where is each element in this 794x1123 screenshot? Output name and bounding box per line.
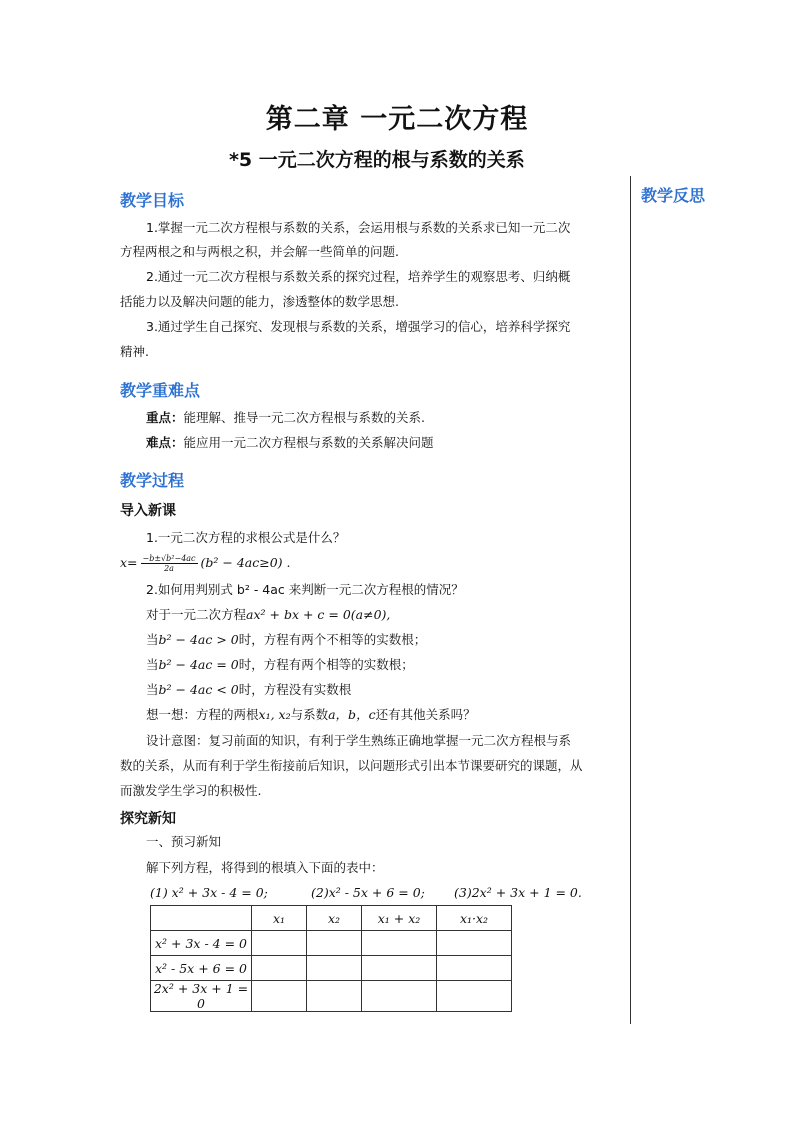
table-cell: [362, 981, 437, 1012]
table-cell: [252, 956, 307, 981]
table-cell: [362, 931, 437, 956]
general-equation: ax² + bx + c = 0(a≠0),: [246, 607, 391, 622]
goals-line-5: 3.通过学生自己探究、发现根与系数的关系，增强学习的信心，培养科学探究: [146, 319, 571, 334]
equation-intro: [146, 607, 390, 623]
root-formula: [120, 554, 291, 573]
goals-line-1: 1.掌握一元二次方程根与系数的关系，会运用根与系数的关系求已知一元二次: [146, 220, 571, 235]
think-prefix: 想一想：方程的两根: [146, 707, 259, 722]
table-cell: [252, 981, 307, 1012]
formula-denominator: 2a: [164, 564, 174, 573]
equation-1: (1) x² + 3x - 4 = 0;: [150, 885, 268, 900]
think-roots: x₁, x₂: [258, 707, 291, 722]
table-cell: [307, 956, 362, 981]
think-middle: 与系数: [290, 707, 329, 722]
goals-line-2: 方程两根之和与两根之积，并会解一些简单的问题.: [120, 244, 399, 259]
design-line-2: 数的关系，从而有利于学生衔接前后知识，以问题形式引出本节课要研究的课题，从: [120, 758, 583, 773]
question-2: 2.如何用判别式 b² - 4ac 来判断一元二次方程根的情况？: [146, 582, 464, 597]
table-cell-equation: x² + 3x - 4 = 0: [151, 931, 252, 956]
key-point-text: 能理解、推导一元二次方程根与系数的关系.: [183, 410, 425, 425]
case-zero-text: 时，方程有两个相等的实数根；: [238, 657, 414, 672]
section-title: *5 一元二次方程的根与系数的关系: [229, 149, 525, 171]
design-line-1: 设计意图：复习前面的知识，有利于学生熟练正确地掌握一元二次方程根与系: [146, 733, 572, 748]
table-row: [151, 956, 512, 981]
hard-point: [146, 435, 434, 451]
table-header-cell: [151, 906, 252, 931]
formula-numerator: −b±√b²−4ac: [142, 554, 196, 563]
table-cell: [252, 931, 307, 956]
key-point: [146, 410, 425, 426]
case-positive: [146, 632, 426, 648]
table-header-cell: x₁ + x₂: [362, 906, 437, 931]
table-header-cell: x₁: [252, 906, 307, 931]
table-header-cell: x₂: [307, 906, 362, 931]
chapter-title: 第二章 一元二次方程: [265, 104, 529, 135]
table-cell: [362, 956, 437, 981]
table-cell-equation: 2x² + 3x + 1 = 0: [151, 981, 252, 1012]
case-zero: [146, 657, 414, 673]
table-cell: [307, 931, 362, 956]
goals-line-6: 精神.: [120, 344, 149, 359]
equation-3: (3)2x² + 3x + 1 = 0.: [454, 885, 582, 900]
reflection-column-divider: [630, 176, 631, 1024]
question-1: 1.一元二次方程的求根公式是什么？: [146, 530, 346, 545]
table-row: [151, 981, 512, 1012]
formula-condition: (b² − 4ac≥0) .: [200, 555, 291, 570]
case-negative-condition: b² − 4ac < 0: [158, 682, 239, 697]
table-header-cell: x₁·x₂: [437, 906, 512, 931]
case-positive-text: 时，方程有两个不相等的实数根；: [238, 632, 427, 647]
goals-line-4: 括能力以及解决问题的能力，渗透整体的数学思想.: [120, 294, 399, 309]
table-cell: [437, 931, 512, 956]
hard-point-label: 难点：: [146, 435, 184, 450]
case-positive-condition: b² − 4ac > 0: [158, 632, 239, 647]
formula-lhs: x=: [120, 555, 138, 570]
formula-fraction: [141, 554, 198, 573]
table-cell: [437, 981, 512, 1012]
table-cell: [307, 981, 362, 1012]
roots-table: [150, 905, 512, 1012]
case-positive-prefix: 当: [146, 632, 159, 647]
process-heading: 教学过程: [120, 471, 185, 490]
table-row: [151, 931, 512, 956]
equation-2: (2)x² - 5x + 6 = 0;: [311, 885, 425, 900]
think-coefficients: a，b，c: [328, 707, 376, 722]
think-suffix: 还有其他关系吗？: [375, 707, 476, 722]
case-zero-prefix: 当: [146, 657, 159, 672]
think-question: [146, 707, 476, 723]
key-point-label: 重点：: [146, 410, 184, 425]
reflection-heading: 教学反思: [641, 186, 706, 205]
goals-heading: 教学目标: [120, 191, 185, 210]
case-negative-prefix: 当: [146, 682, 159, 697]
difficulty-heading: 教学重难点: [120, 381, 201, 400]
hard-point-text: 能应用一元二次方程根与系数的关系解决问题: [183, 435, 434, 450]
intro-heading: 导入新课: [120, 503, 176, 519]
preview-heading: 一、预习新知: [146, 834, 222, 849]
design-line-3: 而激发学生学习的积极性.: [120, 783, 262, 798]
case-negative-text: 时，方程没有实数根: [238, 682, 352, 697]
table-cell: [437, 956, 512, 981]
case-zero-condition: b² − 4ac = 0: [158, 657, 239, 672]
task-instruction: 解下列方程，将得到的根填入下面的表中：: [146, 860, 384, 875]
equation-intro-text: 对于一元二次方程: [146, 607, 247, 622]
table-cell-equation: x² - 5x + 6 = 0: [151, 956, 252, 981]
table-header-row: [151, 906, 512, 931]
case-negative: [146, 682, 351, 698]
explore-heading: 探究新知: [120, 811, 176, 827]
goals-line-3: 2.通过一元二次方程根与系数关系的探究过程，培养学生的观察思考、归纳概: [146, 269, 571, 284]
